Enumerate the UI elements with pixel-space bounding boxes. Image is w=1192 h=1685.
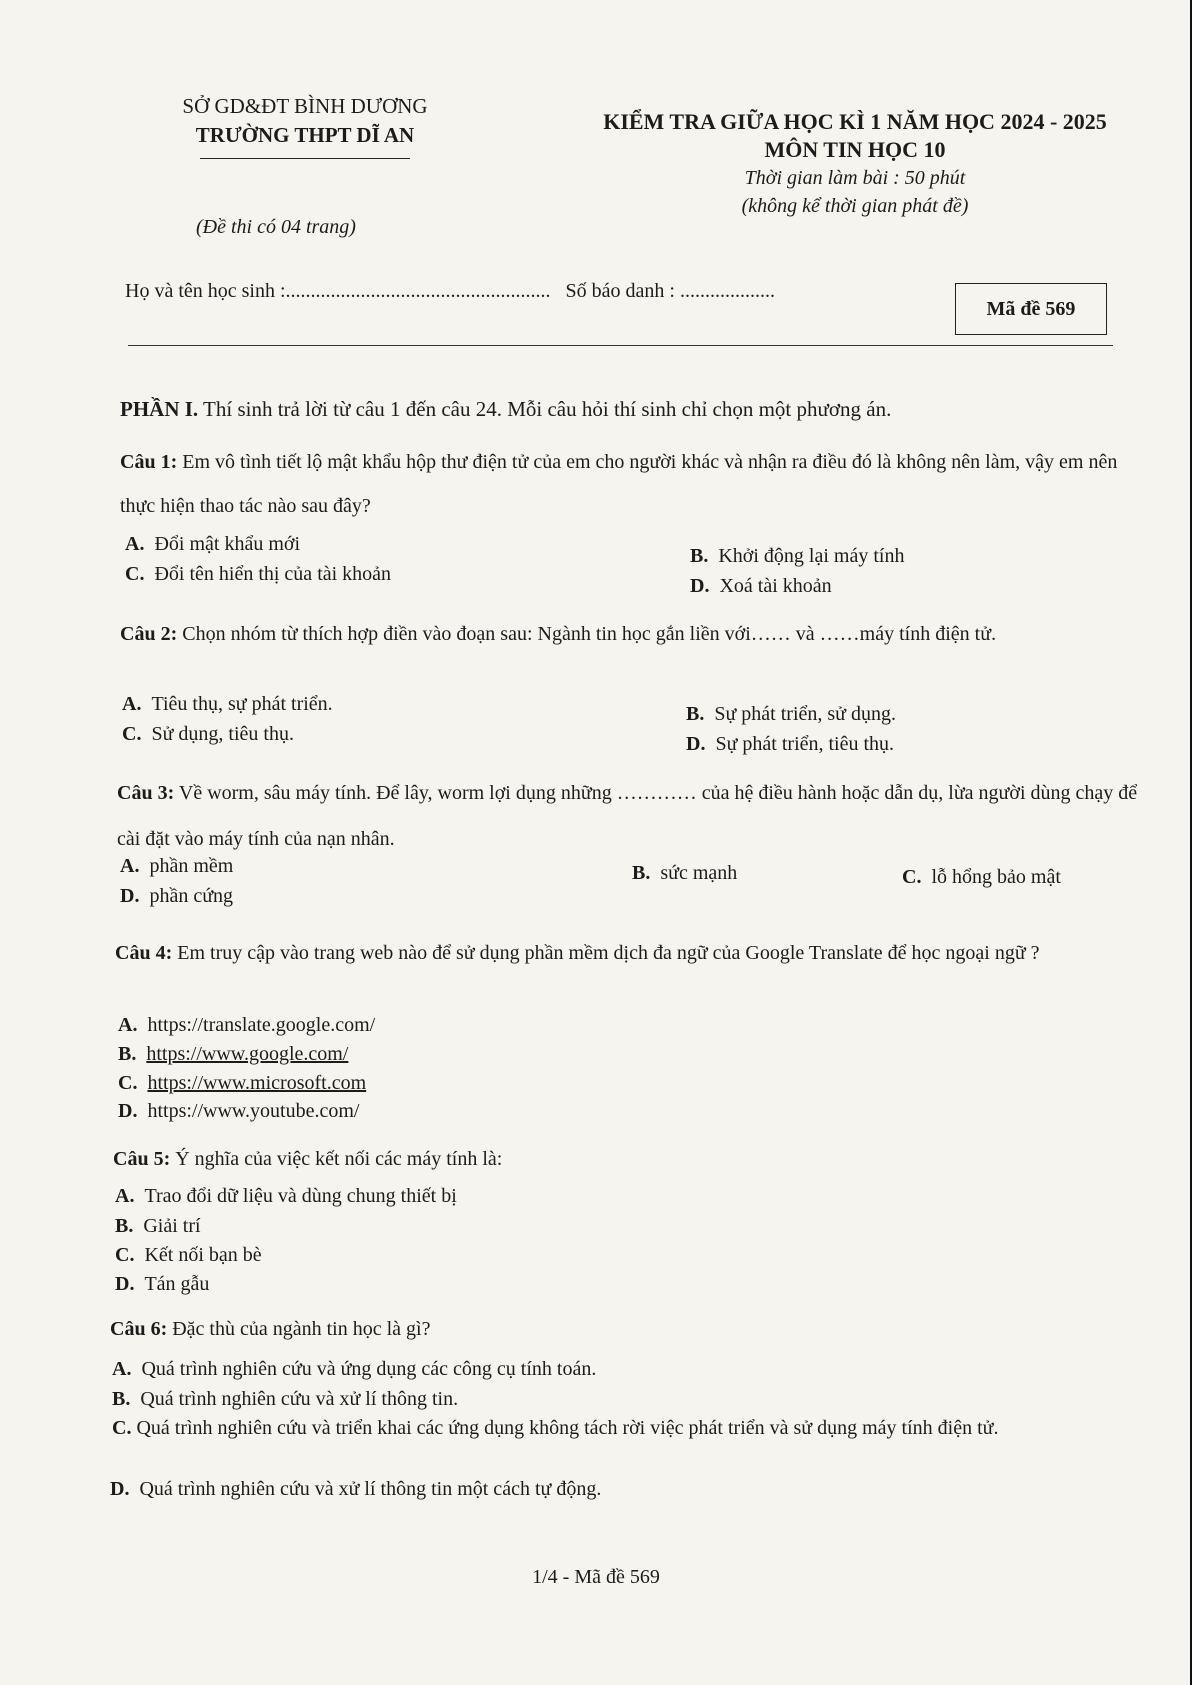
option-text: https://www.youtube.com/ bbox=[147, 1100, 360, 1122]
duration-note: (không kể thời gian phát đề) bbox=[741, 195, 969, 217]
q6-option-d[interactable] bbox=[110, 1478, 601, 1501]
question-text: Em truy cập vào trang web nào để sử dụng phần mềm dịch đa ngữ của Google Translate để học ngoại ngữ ? bbox=[177, 942, 1040, 964]
option-letter: B. bbox=[115, 1215, 134, 1237]
q3-option-b[interactable] bbox=[632, 862, 737, 885]
option-text: Khởi động lại máy tính bbox=[718, 545, 905, 567]
q4-option-a[interactable] bbox=[118, 1014, 375, 1037]
option-text: phần mềm bbox=[149, 855, 234, 877]
exam-title: KIỂM TRA GIỮA HỌC KÌ 1 NĂM HỌC 2024 - 2025 bbox=[603, 109, 1107, 134]
q6-option-a[interactable] bbox=[112, 1358, 596, 1381]
q3-option-a[interactable] bbox=[120, 855, 233, 878]
student-name-label: Họ và tên học sinh :..................................................... bbox=[125, 280, 551, 302]
option-letter: C. bbox=[902, 866, 922, 888]
exam-code: Mã đề 569 bbox=[986, 297, 1076, 320]
question-text: Chọn nhóm từ thích hợp điền vào đoạn sau: Ngành tin học gắn liền với…… và ……máy tính điện tử. bbox=[182, 623, 997, 645]
option-text: phần cứng bbox=[149, 885, 234, 907]
question-label: Câu 3: bbox=[117, 782, 175, 804]
option-text: Tán gẫu bbox=[144, 1273, 210, 1295]
option-letter: D. bbox=[110, 1478, 130, 1500]
question-text: Đặc thù của ngành tin học là gì? bbox=[172, 1318, 431, 1340]
q2-option-c[interactable] bbox=[122, 723, 294, 746]
option-letter: D. bbox=[686, 733, 706, 755]
header-divider bbox=[128, 345, 1113, 346]
question-5 bbox=[113, 1143, 1133, 1175]
student-id-label: Số báo danh : ................... bbox=[565, 280, 775, 302]
question-text: Ý nghĩa của việc kết nối các máy tính là: bbox=[175, 1148, 503, 1170]
question-2 bbox=[120, 612, 1140, 656]
option-text: Đổi tên hiển thị của tài khoản bbox=[154, 563, 392, 585]
option-letter: A. bbox=[112, 1358, 132, 1380]
option-text: Sự phát triển, tiêu thụ. bbox=[715, 733, 895, 755]
option-letter: C. bbox=[118, 1072, 138, 1094]
option-letter: A. bbox=[115, 1185, 135, 1207]
q4-option-d[interactable] bbox=[118, 1100, 359, 1123]
q2-option-a[interactable] bbox=[122, 693, 333, 716]
option-letter: B. bbox=[118, 1043, 137, 1065]
question-label: Câu 4: bbox=[115, 942, 173, 964]
question-4 bbox=[115, 928, 1160, 978]
option-text: Tiêu thụ, sự phát triển. bbox=[151, 693, 333, 715]
option-letter: B. bbox=[686, 703, 705, 725]
option-text: Sử dụng, tiêu thụ. bbox=[151, 723, 294, 745]
option-letter: A. bbox=[125, 533, 145, 555]
question-label: Câu 6: bbox=[110, 1318, 168, 1340]
option-text: Sự phát triển, sử dụng. bbox=[714, 703, 897, 725]
option-text: Quá trình nghiên cứu và triển khai các ứng dụng không tách rời việc phát triển và sử dụng máy tính điện tử. bbox=[136, 1417, 999, 1439]
q5-option-b[interactable] bbox=[115, 1215, 201, 1238]
q2-option-d[interactable] bbox=[686, 733, 894, 756]
q5-option-c[interactable] bbox=[115, 1244, 262, 1267]
option-letter: B. bbox=[112, 1388, 131, 1410]
section-title: PHẦN I. bbox=[120, 397, 199, 421]
q4-option-c[interactable] bbox=[118, 1072, 366, 1095]
question-3 bbox=[117, 770, 1157, 862]
q1-option-b[interactable] bbox=[690, 545, 904, 568]
option-text: sức mạnh bbox=[660, 862, 738, 884]
page-footer: 1/4 - Mã đề 569 bbox=[532, 1566, 660, 1588]
pages-note: (Đề thi có 04 trang) bbox=[196, 216, 356, 238]
option-text: lỗ hổng bảo mật bbox=[931, 866, 1061, 888]
q6-option-b[interactable] bbox=[112, 1388, 458, 1411]
option-text: Xoá tài khoản bbox=[719, 575, 832, 597]
option-text: https://translate.google.com/ bbox=[147, 1014, 376, 1036]
question-text: Em vô tình tiết lộ mật khẩu hộp thư điện tử của em cho người khác và nhận ra điều đó là không nên làm, vậy em nên thực hiện thao tác nào sau đây? bbox=[120, 451, 1118, 517]
school-underline bbox=[200, 158, 410, 159]
subject-title: MÔN TIN HỌC 10 bbox=[764, 137, 946, 162]
option-letter: B. bbox=[632, 862, 651, 884]
school-name: TRƯỜNG THPT DĨ AN bbox=[195, 123, 415, 147]
option-letter: A. bbox=[122, 693, 142, 715]
q3-option-c[interactable] bbox=[902, 866, 1061, 889]
option-letter: A. bbox=[120, 855, 140, 877]
option-letter: D. bbox=[120, 885, 140, 907]
option-letter: C. bbox=[115, 1244, 135, 1266]
option-text: Quá trình nghiên cứu và xử lí thông tin một cách tự động. bbox=[139, 1478, 602, 1500]
question-label: Câu 2: bbox=[120, 623, 178, 645]
section-instruction: Thí sinh trả lời từ câu 1 đến câu 24. Mỗi câu hỏi thí sinh chỉ chọn một phương án. bbox=[203, 397, 892, 421]
q4-option-b[interactable] bbox=[118, 1043, 348, 1066]
question-6 bbox=[110, 1313, 1130, 1345]
option-letter: D. bbox=[690, 575, 710, 597]
student-info-line bbox=[125, 280, 775, 303]
question-text: Về worm, sâu máy tính. Để lây, worm lợi dụng những ………… của hệ điều hành hoặc dẫn dụ, lừa người dùng chạy để cài đặt vào máy tính của nạn nhân. bbox=[117, 782, 1138, 850]
section-heading bbox=[120, 393, 1140, 425]
question-1 bbox=[120, 440, 1140, 528]
option-text[interactable]: https://www.microsoft.com bbox=[147, 1072, 367, 1094]
option-letter: C. bbox=[125, 563, 145, 585]
q5-option-a[interactable] bbox=[115, 1185, 457, 1208]
option-text: Quá trình nghiên cứu và xử lí thông tin. bbox=[140, 1388, 459, 1410]
question-label: Câu 1: bbox=[120, 451, 178, 473]
q2-option-b[interactable] bbox=[686, 703, 896, 726]
question-label: Câu 5: bbox=[113, 1148, 171, 1170]
option-text: Quá trình nghiên cứu và ứng dụng các công cụ tính toán. bbox=[141, 1358, 597, 1380]
header-right bbox=[555, 108, 1155, 220]
header-left bbox=[140, 92, 470, 159]
option-text: Trao đổi dữ liệu và dùng chung thiết bị bbox=[144, 1185, 457, 1207]
option-letter: C. bbox=[112, 1417, 132, 1439]
option-text[interactable]: https://www.google.com/ bbox=[146, 1043, 349, 1065]
option-letter: D. bbox=[118, 1100, 138, 1122]
option-text: Đổi mật khẩu mới bbox=[154, 533, 301, 555]
option-letter: B. bbox=[690, 545, 709, 567]
option-letter: D. bbox=[115, 1273, 135, 1295]
q1-option-c[interactable] bbox=[125, 563, 391, 586]
duration: Thời gian làm bài : 50 phút bbox=[744, 167, 966, 189]
option-letter: A. bbox=[118, 1014, 138, 1036]
exam-code-box bbox=[955, 283, 1107, 335]
option-letter: C. bbox=[122, 723, 142, 745]
department-name: SỞ GD&ĐT BÌNH DƯƠNG bbox=[182, 94, 428, 118]
q5-option-d[interactable] bbox=[115, 1273, 209, 1296]
option-text: Giải trí bbox=[143, 1215, 201, 1237]
q1-option-d[interactable] bbox=[690, 575, 832, 598]
option-text: Kết nối bạn bè bbox=[144, 1244, 262, 1266]
q3-option-d[interactable] bbox=[120, 885, 233, 908]
q6-option-c[interactable] bbox=[104, 1414, 1134, 1442]
q1-option-a[interactable] bbox=[125, 533, 300, 556]
